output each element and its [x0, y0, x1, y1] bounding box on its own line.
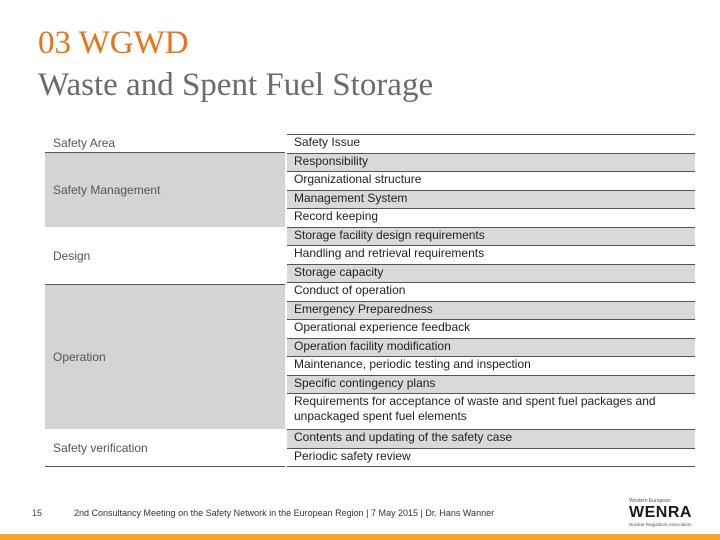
logo-sub-text: Nuclear Regulators Association	[629, 522, 692, 527]
slide-subtitle: Waste and Spent Fuel Storage	[38, 67, 434, 103]
issue-line: Requirements for acceptance of waste and spent fuel packages and	[294, 394, 656, 408]
issue-row: Record keeping	[287, 208, 695, 227]
area-safety-management: Safety Management	[45, 153, 285, 228]
issue-line: unpackaged spent fuel elements	[294, 409, 467, 423]
issue-row: Conduct of operation	[287, 282, 695, 301]
issue-row: Periodic safety review	[287, 448, 695, 467]
safety-issue-header: Safety Issue	[287, 134, 695, 153]
area-operation: Operation	[45, 285, 285, 430]
logo-top-text: Western European	[629, 498, 671, 504]
issue-row: Storage facility design requirements	[287, 227, 695, 246]
issue-row: Organizational structure	[287, 171, 695, 190]
wenra-logo	[629, 498, 709, 532]
issue-row: Management System	[287, 190, 695, 209]
issue-row: Emergency Preparedness	[287, 301, 695, 320]
area-safety-verification: Safety verification	[45, 430, 285, 466]
area-design: Design	[45, 228, 285, 285]
footer-text: 2nd Consultancy Meeting on the Safety Network in the European Region | 7 May 2015 | Dr. Hans Wanner	[74, 508, 495, 518]
logo-main-text: WENRA	[629, 504, 692, 521]
issue-row: Storage capacity	[287, 264, 695, 283]
issue-row: Operational experience feedback	[287, 319, 695, 338]
issue-row: Operation facility modification	[287, 338, 695, 357]
page-number: 15	[32, 508, 43, 518]
right-table-bottom-rule	[287, 466, 695, 467]
safety-area-header: Safety Area	[45, 134, 285, 153]
issue-row: Specific contingency plans	[287, 375, 695, 394]
issue-row: Handling and retrieval requirements	[287, 245, 695, 264]
issue-row: Responsibility	[287, 153, 695, 172]
left-table-bottom-rule	[45, 466, 285, 467]
footer-accent-bar	[0, 534, 720, 540]
issue-row-multiline	[287, 393, 695, 429]
slide-title: 03 WGWD	[38, 25, 189, 61]
issue-row: Maintenance, periodic testing and inspection	[287, 356, 695, 375]
issue-row: Contents and updating of the safety case	[287, 429, 695, 448]
